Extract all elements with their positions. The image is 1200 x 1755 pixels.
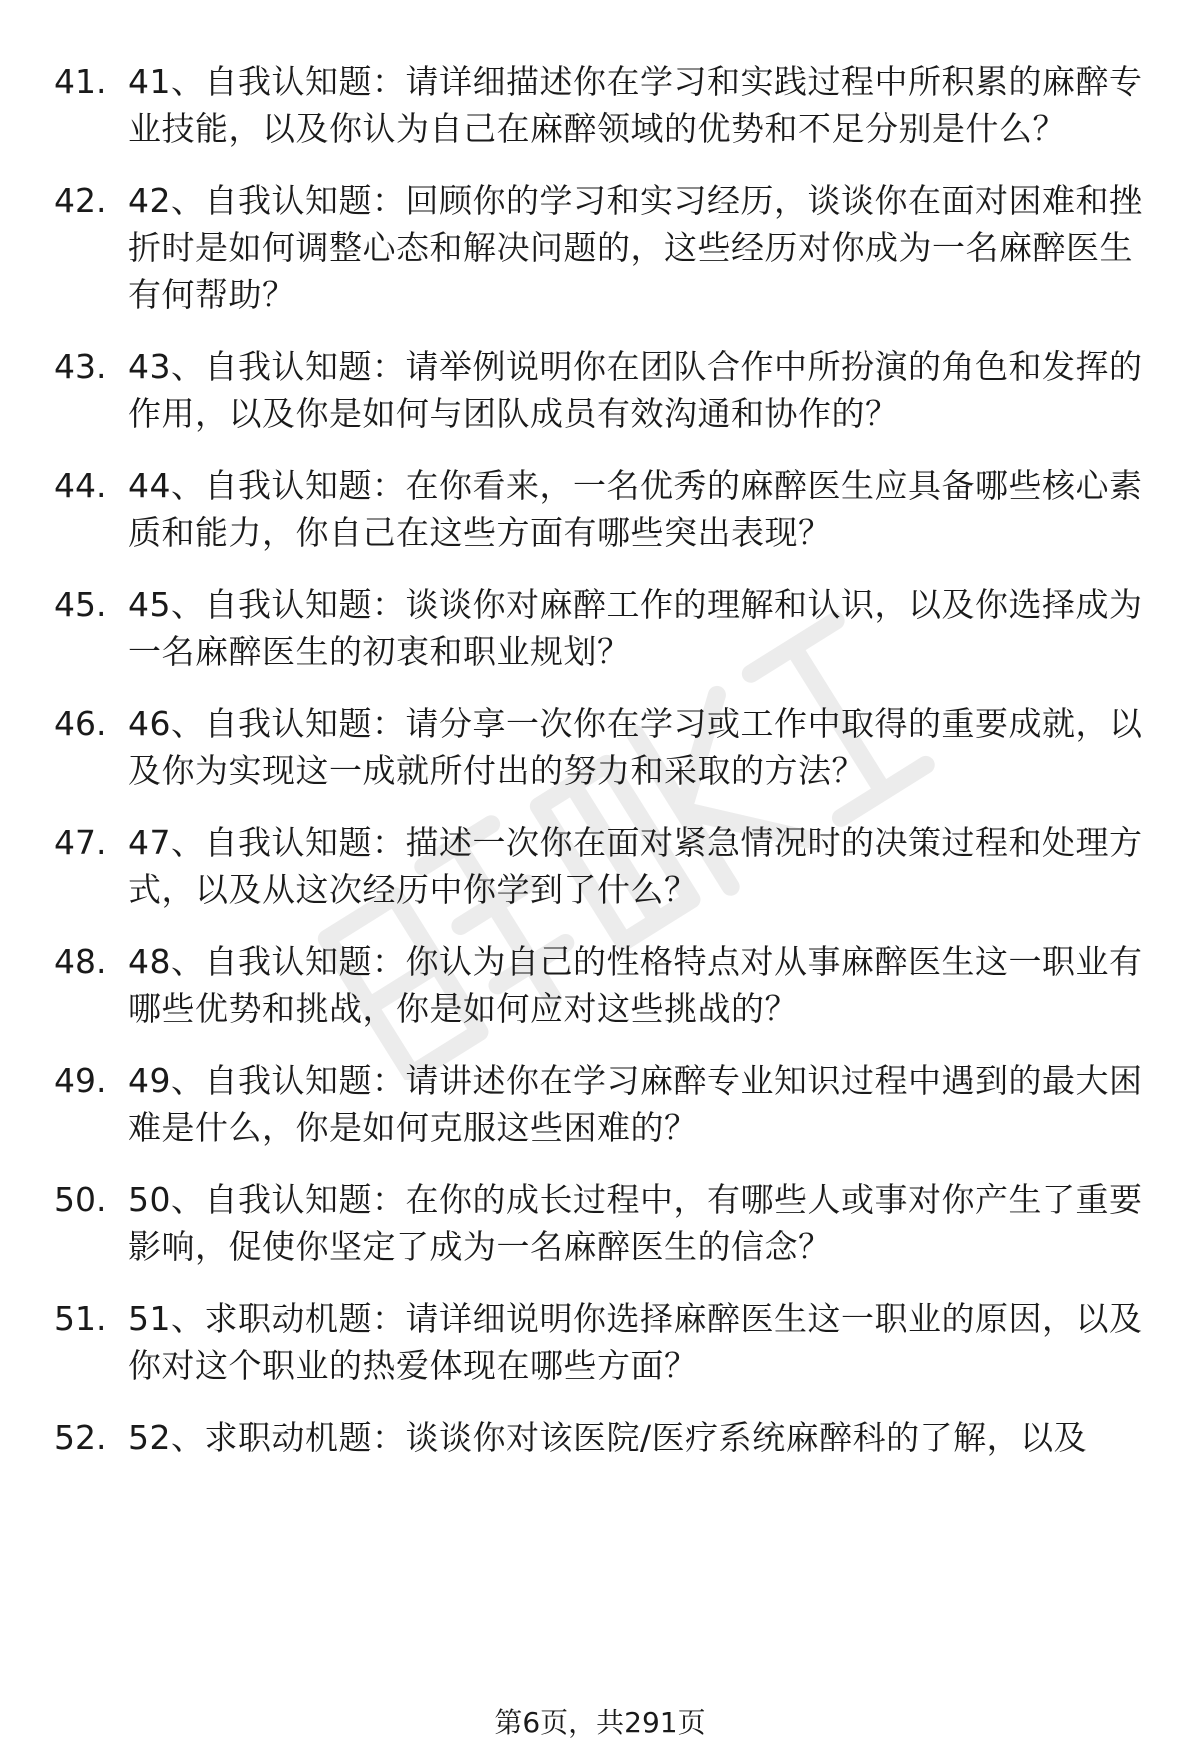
list-item [54, 581, 1164, 675]
question-number: 43. [54, 347, 107, 386]
question-text: 52、求职动机题：谈谈你对该医院/医疗系统麻醉科的了解，以及 [128, 1418, 1088, 1457]
list-item [54, 177, 1164, 318]
question-text: 47、自我认知题：描述一次你在面对紧急情况时的决策过程和处理方式，以及从这次经历中你学到了什么？ [128, 823, 1143, 909]
list-item [54, 700, 1164, 794]
question-number: 45. [54, 585, 107, 624]
question-number: 52. [54, 1418, 107, 1457]
question-text: 42、自我认知题：回顾你的学习和实习经历，谈谈你在面对困难和挫折时是如何调整心态和解决问题的，这些经历对你成为一名麻醉医生有何帮助？ [128, 181, 1143, 314]
question-text: 46、自我认知题：请分享一次你在学习或工作中取得的重要成就，以及你为实现这一成就所付出的努力和采取的方法？ [128, 704, 1143, 790]
list-item [54, 462, 1164, 556]
list-item [54, 1176, 1164, 1270]
question-text: 51、求职动机题：请详细说明你选择麻醉医生这一职业的原因，以及你对这个职业的热爱体现在哪些方面？ [128, 1299, 1143, 1385]
question-number: 48. [54, 942, 107, 981]
question-text: 45、自我认知题：谈谈你对麻醉工作的理解和认识，以及你选择成为一名麻醉医生的初衷和职业规划？ [128, 585, 1143, 671]
question-text: 44、自我认知题：在你看来，一名优秀的麻醉医生应具备哪些核心素质和能力，你自己在这些方面有哪些突出表现？ [128, 466, 1143, 552]
list-item [54, 1295, 1164, 1389]
question-text: 43、自我认知题：请举例说明你在团队合作中所扮演的角色和发挥的作用，以及你是如何与团队成员有效沟通和协作的？ [128, 347, 1143, 433]
list-item [54, 1414, 1164, 1461]
question-list [54, 58, 1164, 1486]
question-number: 51. [54, 1299, 107, 1338]
question-number: 41. [54, 62, 107, 101]
question-number: 44. [54, 466, 107, 505]
list-item [54, 819, 1164, 913]
question-text: 50、自我认知题：在你的成长过程中，有哪些人或事对你产生了重要影响，促使你坚定了成为一名麻醉医生的信念？ [128, 1180, 1143, 1266]
list-item [54, 343, 1164, 437]
list-item [54, 938, 1164, 1032]
question-number: 49. [54, 1061, 107, 1100]
list-item [54, 1057, 1164, 1151]
question-text: 48、自我认知题：你认为自己的性格特点对从事麻醉医生这一职业有哪些优势和挑战，你是如何应对这些挑战的？ [128, 942, 1143, 1028]
question-text: 41、自我认知题：请详细描述你在学习和实践过程中所积累的麻醉专业技能，以及你认为自己在麻醉领域的优势和不足分别是什么？ [128, 62, 1143, 148]
page-footer: 第6页，共291页 [494, 1706, 706, 1739]
question-number: 42. [54, 181, 107, 220]
question-number: 46. [54, 704, 107, 743]
question-text: 49、自我认知题：请讲述你在学习麻醉专业知识过程中遇到的最大困难是什么，你是如何克服这些困难的？ [128, 1061, 1143, 1147]
question-number: 47. [54, 823, 107, 862]
list-item [54, 58, 1164, 152]
question-number: 50. [54, 1180, 107, 1219]
